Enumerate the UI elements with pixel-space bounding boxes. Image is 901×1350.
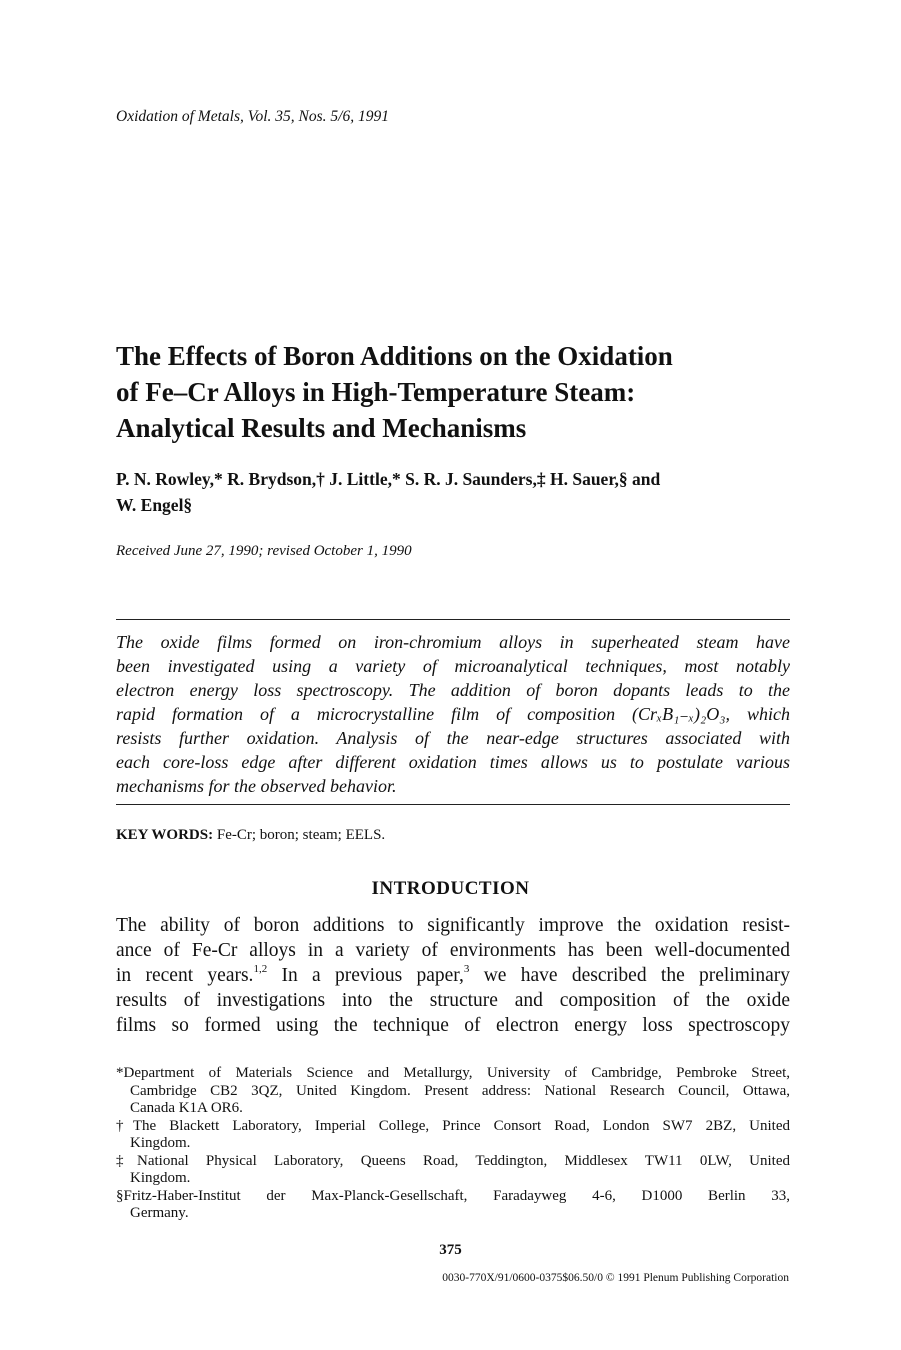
copyright-line: 0030-770X/91/0600-0375$06.50/0 © 1991 Plenum Publishing Corporation	[442, 1272, 789, 1284]
abstract-line: mechanisms for the observed behavior.	[116, 776, 397, 796]
title-line: of Fe–Cr Alloys in High-Temperature Steam:	[116, 377, 636, 407]
abstract-top-rule	[116, 619, 790, 620]
footnote	[116, 1153, 790, 1188]
body-line: The ability of boron additions to significantly improve the oxidation resist-	[116, 915, 790, 936]
section-heading: INTRODUCTION	[371, 878, 530, 899]
abstract-line: electron energy loss spectroscopy. The addition of boron dopants leads to the	[116, 680, 790, 700]
abstract	[116, 630, 790, 798]
footnote-line: Kingdom.	[130, 1170, 191, 1186]
body-line: ance of Fe-Cr alloys in a variety of environments has been well-documented	[116, 940, 790, 961]
footnote-line: ‡National Physical Laboratory, Queens Road, Teddington, Middlesex TW11 0LW, United	[116, 1152, 790, 1169]
text-run: in recent years.	[116, 965, 254, 986]
footnote	[116, 1065, 790, 1118]
received-dates: Received June 27, 1990; revised October 1, 1990	[116, 543, 412, 559]
footnote-line: †The Blackett Laboratory, Imperial College, Prince Consort Road, London SW7 2BZ, United	[116, 1117, 790, 1134]
title-line: The Effects of Boron Additions on the Oxidation	[116, 341, 673, 371]
footnote	[116, 1118, 790, 1153]
keywords-label: KEY WORDS:	[116, 827, 214, 843]
footnotes	[116, 1065, 790, 1223]
abstract-line: rapid formation of a microcrystalline film of composition (CrₓB₁₋ₓ)₂O₃, which	[116, 704, 790, 724]
paper-title	[116, 338, 796, 446]
author-line: P. N. Rowley,* R. Brydson,† J. Little,* S. R. J. Saunders,‡ H. Sauer,§ and	[116, 469, 661, 489]
abstract-line: The oxide films formed on iron-chromium alloys in superheated steam have	[116, 632, 790, 652]
footnote-line: Cambridge CB2 3QZ, United Kingdom. Present address: National Research Council, Ottawa,	[130, 1082, 790, 1099]
footnote-line: Kingdom.	[130, 1135, 191, 1151]
text-run: we have described the preliminary	[469, 965, 790, 986]
author-list	[116, 466, 796, 518]
author-line: W. Engel§	[116, 495, 193, 515]
text-run: In a previous paper,	[267, 965, 464, 986]
abstract-bottom-rule	[116, 804, 790, 805]
footnote	[116, 1188, 790, 1223]
body-line: results of investigations into the structure and composition of the oxide	[116, 990, 790, 1011]
page-number: 375	[439, 1242, 462, 1258]
citation-superscript: 1,2	[253, 962, 268, 975]
body-line-with-citations	[116, 963, 790, 988]
abstract-line: each core-loss edge after different oxidation times allows us to postulate various	[116, 752, 790, 772]
body-line: films so formed using the technique of electron energy loss spectroscopy	[116, 1015, 790, 1036]
footnote-line: *Department of Materials Science and Metallurgy, University of Cambridge, Pembroke Street,	[116, 1065, 790, 1081]
keywords-text: Fe-Cr; boron; steam; EELS.	[216, 827, 386, 843]
citation-superscript: 3	[463, 962, 470, 975]
abstract-line: been investigated using a variety of microanalytical techniques, most notably	[116, 656, 790, 676]
intro-paragraph	[116, 913, 790, 1038]
keywords	[116, 827, 385, 844]
footnote-line: Germany.	[130, 1205, 189, 1221]
journal-citation: Oxidation of Metals, Vol. 35, Nos. 5/6, 1991	[116, 108, 389, 125]
footnote-line: Canada K1A OR6.	[130, 1100, 243, 1116]
abstract-line: resists further oxidation. Analysis of the near-edge structures associated with	[116, 728, 790, 748]
title-line: Analytical Results and Mechanisms	[116, 413, 527, 443]
footnote-line: §Fritz-Haber-Institut der Max-Planck-Gesellschaft, Faradayweg 4-6, D1000 Berlin 33,	[116, 1187, 790, 1204]
